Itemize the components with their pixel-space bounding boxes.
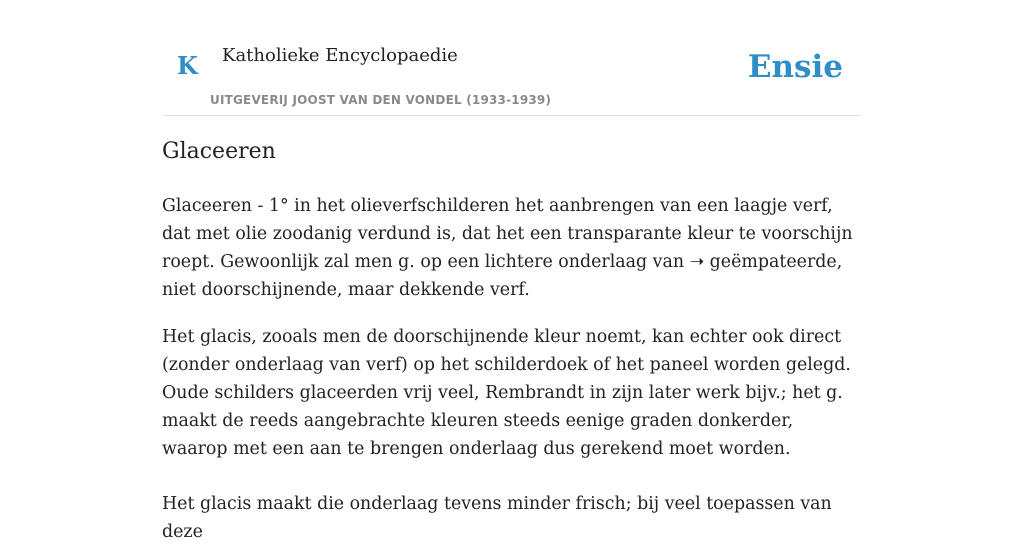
article-paragraph-2: Het glacis, zooals men de doorschijnende kleur noemt, kan echter ook direct (zonder onderlaag van verf) op het schilderdoek of het paneel worden gelegd. Oude schilders glaceerden vrij veel, Rembrandt in zijn later werk bijv.; het g. maakt de reeds aangebrachte kleuren steeds eenige graden donkerder, waarop met een aan te brengen onderlaag dus gerekend moet worden. — [162, 327, 851, 459]
paragraph-text: Glaceeren - 1° in het olieverfschilderen het aanbrengen van een laagje verf, dat met olie zoodanig verdund is, dat het een transparante kleur te voorschijn roept. Gewoonlijk zal men g. op een lichtere onderlaag van — [162, 196, 853, 272]
paragraph-text: , niet doorschijnende, maar dekkende verf. — [162, 252, 843, 300]
article-paragraph-1 — [162, 192, 862, 304]
site-header — [162, 0, 862, 116]
publisher-label: UITGEVERIJ JOOST VAN DEN VONDEL (1933-1939) — [210, 93, 552, 107]
cross-reference-link[interactable]: ➝ geëmpateerde — [689, 252, 837, 272]
content-container — [162, 0, 862, 542]
ensie-brand-link[interactable]: Ensie — [747, 49, 843, 85]
encyclopedia-logo[interactable]: K — [177, 51, 198, 80]
article-paragraph-3: Het glacis maakt die onderlaag tevens minder frisch; bij veel toepassen van deze — [162, 494, 832, 542]
site-title[interactable]: Katholieke Encyclopaedie — [222, 45, 458, 66]
article-title: Glaceeren — [162, 139, 276, 164]
